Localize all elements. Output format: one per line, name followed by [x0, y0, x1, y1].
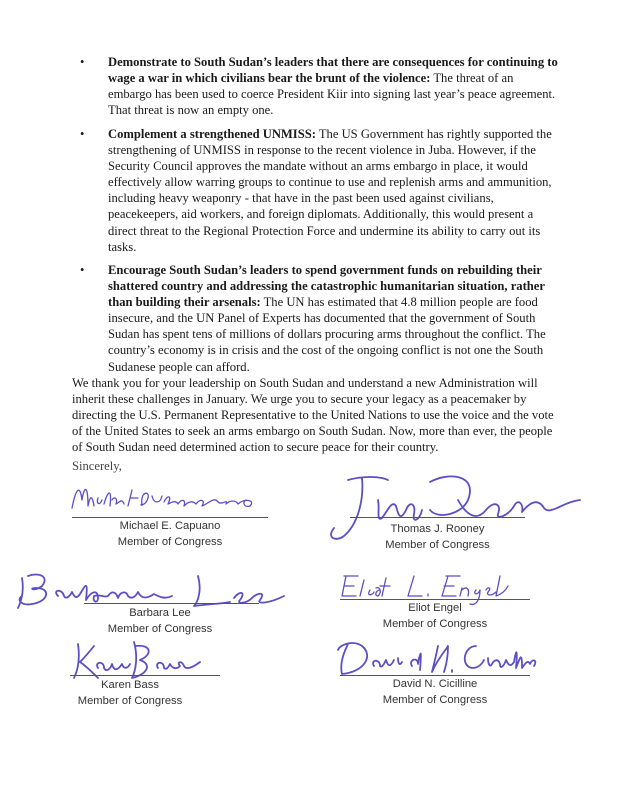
bullet-dot: • [80, 127, 85, 141]
signatory-name: Thomas J. Rooney [390, 523, 485, 535]
bullet-body: The threat of an embargo has been used to coerce President Kiir into signing last year’s peace agreement. That threat is now an empty one. [108, 71, 556, 118]
signature-line [350, 517, 525, 518]
signatory-engel [345, 600, 525, 632]
signature-line [84, 603, 259, 604]
signatory-name: Karen Bass [101, 679, 159, 691]
signature-capuano [68, 478, 268, 518]
signatory-title: Member of Congress [385, 539, 490, 551]
bullet-heading: Complement a strengthened UNMISS: [108, 127, 316, 141]
signatory-name: David N. Cicilline [392, 678, 478, 690]
signatory-title: Member of Congress [382, 618, 488, 630]
bullet-body: The US Government has rightly supported the strengthening of UNMISS in response to the recent violence in Juba. However, if the Security Council approves the mandate without an arms embargo in place, it would effectively allow warring groups to continue to use and replenish arms and ammunition, including heavy weaponry - that have in the past been used against civilians, peacekeepers, aid workers, and foreign diplomats. Additionally, this would present a direct threat to the Regional Protection Force and undermine its ability to carry out its tasks. [108, 127, 552, 254]
bullet-item-consequences [80, 54, 560, 118]
bullet-dot: • [80, 55, 85, 69]
signatory-bass [70, 677, 190, 709]
bullet-dot: • [80, 263, 85, 277]
signatory-name: Michael E. Capuano [119, 520, 221, 532]
bullet-body: The UN has estimated that 4.8 million people are food insecure, and the UN Panel of Experts has documented that the government of South Sudan has spent tens of millions of dollars procuring arms throughout the conflict. The country’s economy is in crisis and the cost of the ongoing conflict is not one the South Sudanese people can afford. [108, 295, 546, 374]
bullet-paragraph [108, 262, 560, 375]
signatory-capuano [72, 518, 268, 550]
bullet-heading: Encourage South Sudan’s leaders to spend government funds on rebuilding their shattered country and addressing the catastrophic humanitarian situation, rather than building their arsenals: [108, 263, 545, 310]
bullet-paragraph [108, 126, 560, 255]
sign-off: Sincerely, [72, 459, 122, 473]
signatory-title: Member of Congress [77, 695, 183, 707]
bullet-paragraph [108, 54, 560, 118]
bullet-item-unmiss [80, 126, 560, 255]
signatory-title: Member of Congress [117, 536, 223, 548]
signatory-name: Eliot Engel [408, 602, 462, 614]
closing-paragraph: We thank you for your leadership on South Sudan and understand a new Administration will inherit these challenges in January. We urge you to secure your legacy as a peacemaker by directing the U.S. Permanent Representative to the United Nations to use the voice and the vote of the United States to seek an arms embargo on South Sudan. Now, more than ever, the people of South Sudan need determined action to secure peace for their country. [72, 376, 554, 455]
signatory-title: Member of Congress [382, 694, 488, 706]
signatory-rooney [345, 521, 530, 553]
signatory-cicilline [345, 676, 525, 708]
signature-line [70, 675, 220, 676]
signatory-name: Barbara Lee [129, 607, 191, 619]
signature-cicilline [334, 636, 544, 680]
signatory-lee [80, 605, 240, 637]
bullet-item-funds [80, 262, 560, 375]
signatory-title: Member of Congress [107, 623, 213, 635]
bullet-heading: Demonstrate to South Sudan’s leaders that there are consequences for continuing to wage a war in which civilians bear the brunt of the violence: [108, 55, 558, 86]
